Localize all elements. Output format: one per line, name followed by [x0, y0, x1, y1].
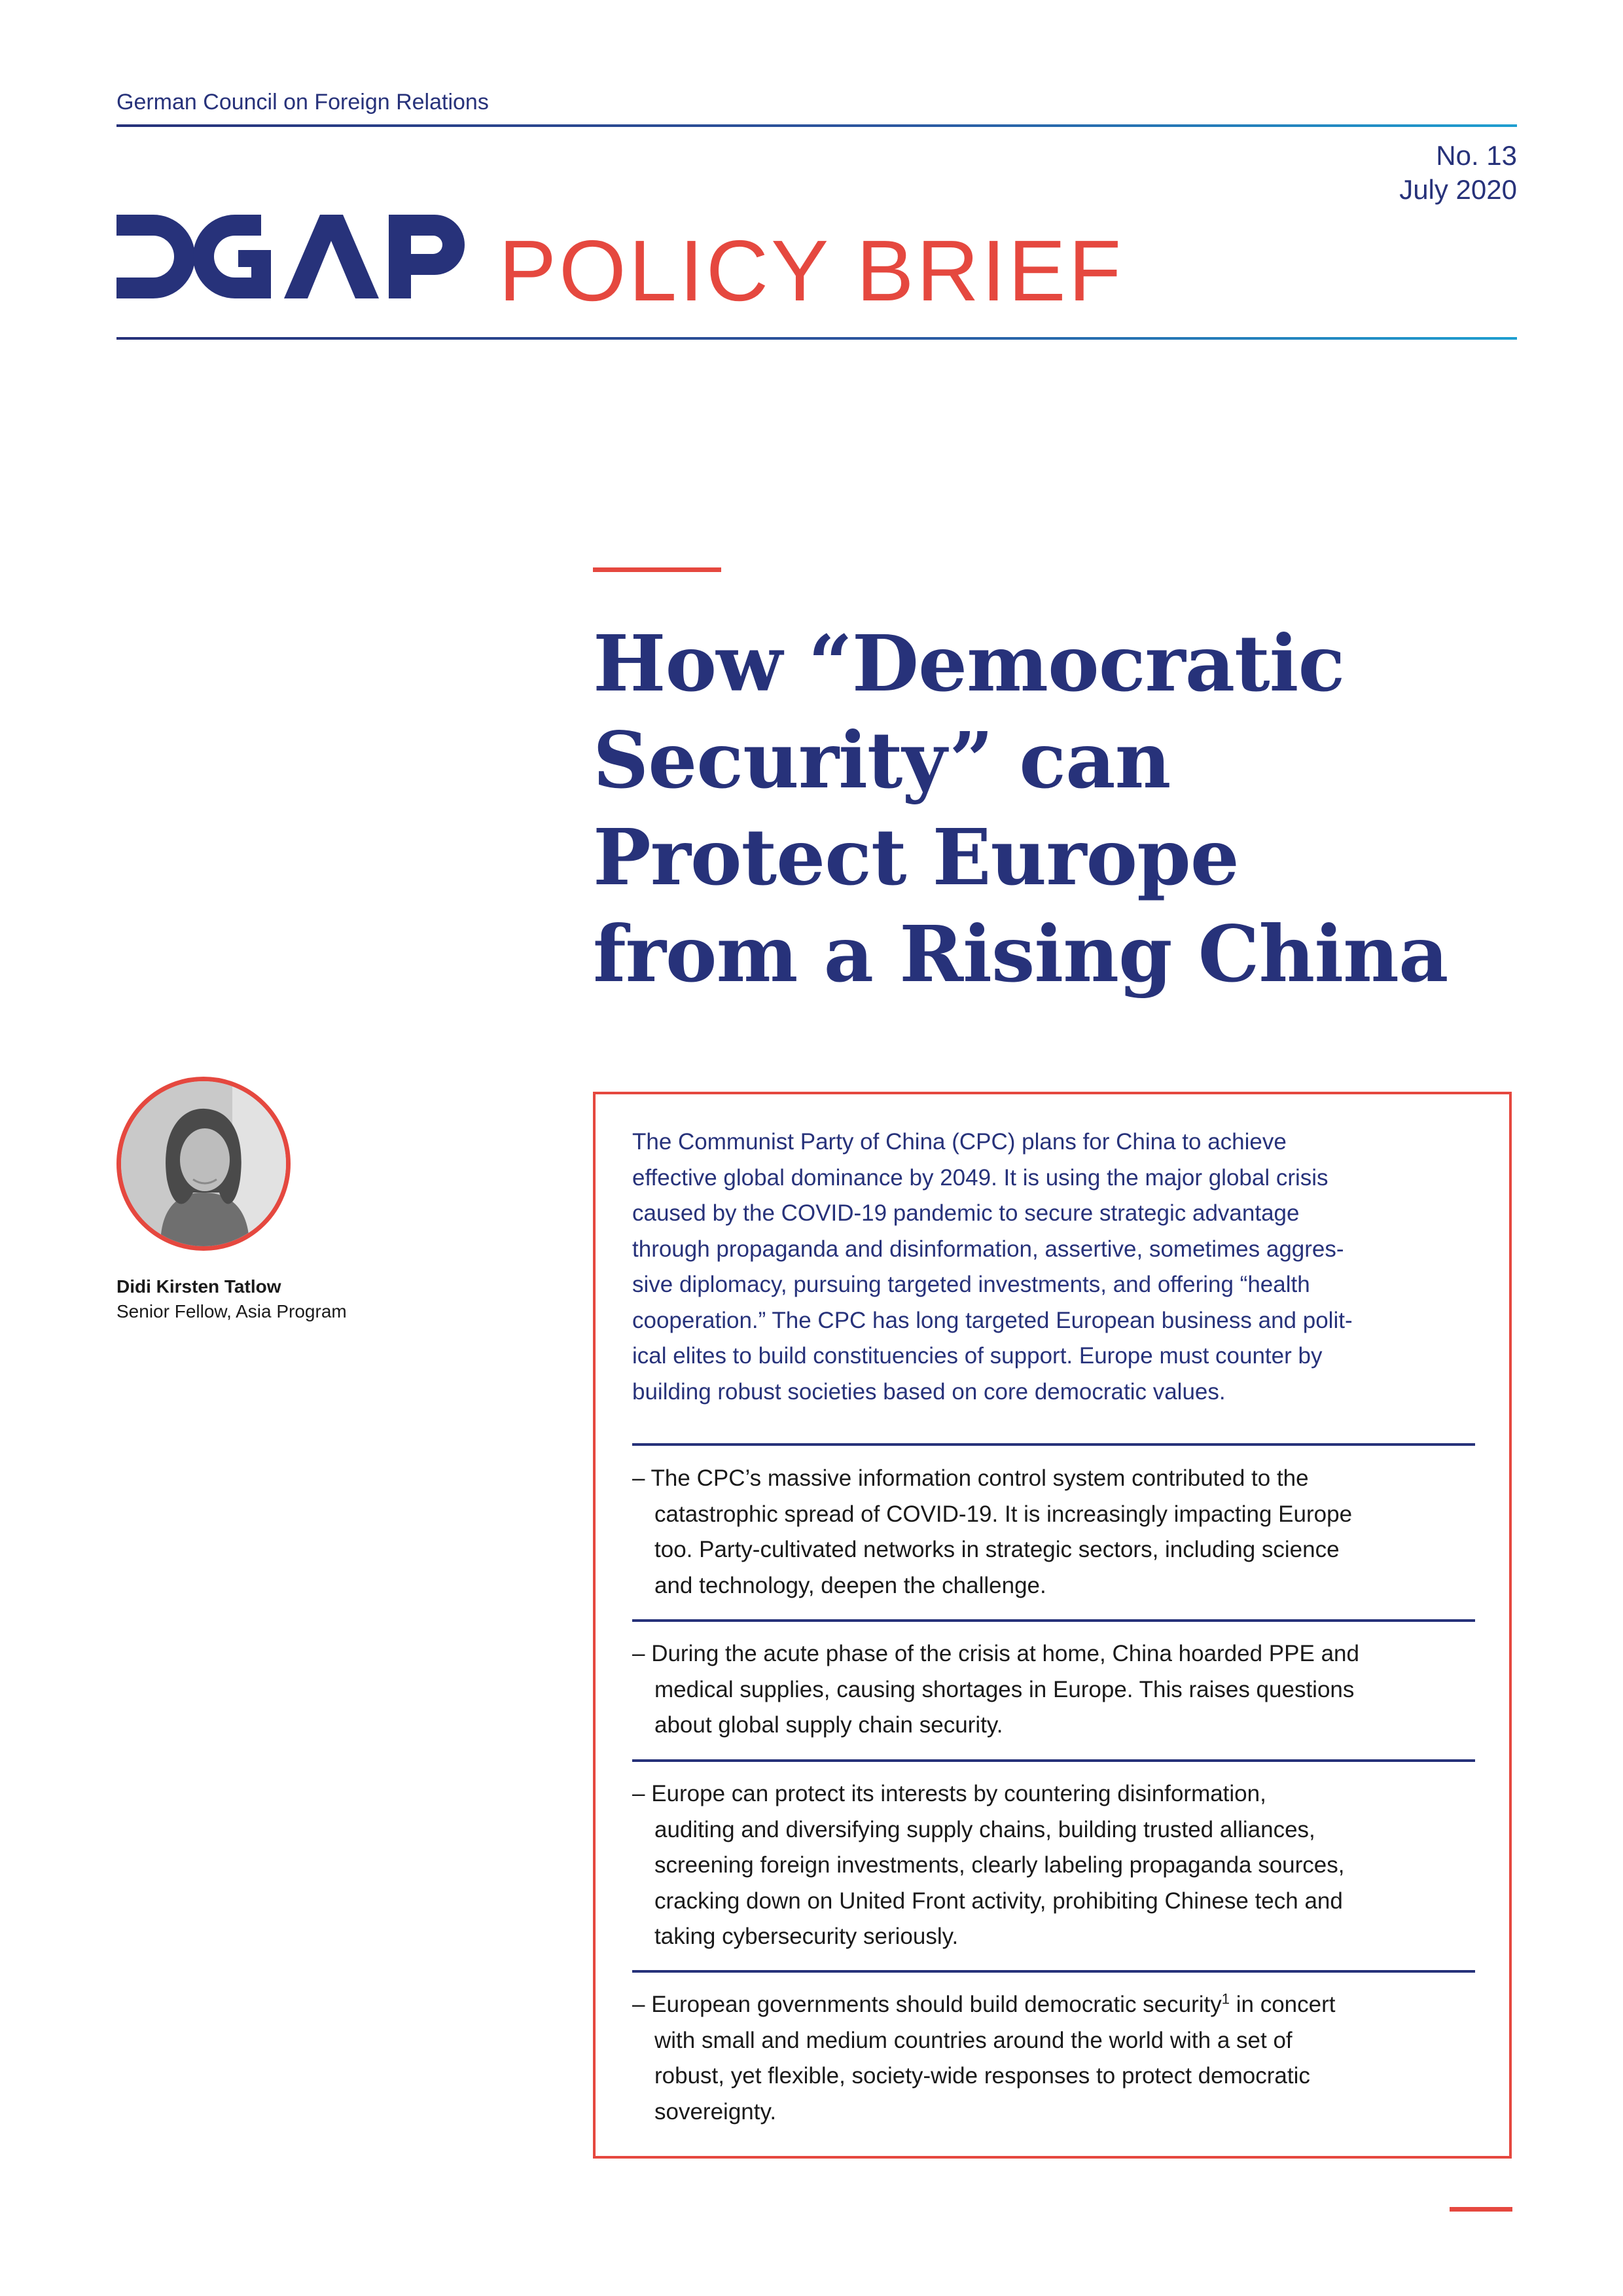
bullet-line: auditing and diversifying supply chains, building trusted alliances, [654, 1816, 1315, 1842]
title-line: How “Democratic [593, 618, 1345, 709]
title-line: Protect Europe [593, 812, 1239, 903]
bullet-line: robust, yet flexible, society-wide responses to protect democratic [654, 2063, 1310, 2089]
issue-info [1399, 139, 1517, 207]
abstract [632, 1124, 1483, 1410]
bullet-line: cracking down on United Front activity, prohibiting Chinese tech and [654, 1888, 1343, 1914]
bullet-line: and technology, deepen the challenge. [654, 1572, 1046, 1598]
abstract-line: sive diplomacy, pursuing targeted investments, and offering “health [632, 1272, 1310, 1297]
bullet-line [632, 1987, 1483, 2023]
bullet-line: screening foreign investments, clearly labeling propaganda sources, [654, 1852, 1345, 1878]
bullet-line: too. Party-cultivated networks in strategic sectors, including science [654, 1537, 1340, 1562]
bullet-item [632, 1776, 1483, 1955]
title-line: from a Rising China [593, 908, 1448, 999]
author-name: Didi Kirsten Tatlow [116, 1276, 281, 1297]
page-marker [1450, 2207, 1512, 2212]
abstract-line: through propaganda and disinformation, assertive, sometimes aggres- [632, 1236, 1344, 1262]
bullet-text: in concert [1230, 1992, 1336, 2017]
bullet-item [632, 1987, 1483, 2130]
header-bottom-rule [116, 337, 1517, 340]
bullet-line: taking cybersecurity seriously. [654, 1924, 959, 1949]
title-accent-bar [593, 567, 721, 572]
bullet-item [632, 1461, 1483, 1604]
org-name: German Council on Foreign Relations [116, 90, 489, 115]
abstract-line: building robust societies based on core democratic values. [632, 1378, 1226, 1405]
footnote-ref[interactable]: 1 [1221, 1990, 1230, 2007]
issue-number: No. 13 [1436, 140, 1517, 171]
abstract-line: effective global dominance by 2049. It is using the major global crisis [632, 1164, 1329, 1191]
portrait-image [121, 1081, 286, 1246]
document-title [593, 615, 1509, 1003]
bullet-line: catastrophic spread of COVID-19. It is increasingly impacting Europe [654, 1501, 1353, 1527]
bullet-line: sovereignty. [654, 2098, 777, 2125]
bullet-line: about global supply chain security. [654, 1712, 1003, 1738]
bullet-line: with small and medium countries around the world with a set of [654, 2027, 1293, 2053]
title-line: Security” can [593, 715, 1171, 806]
bullet-line: – During the acute phase of the crisis at home, China hoarded PPE and [632, 1641, 1359, 1666]
bullet-divider [632, 1759, 1475, 1762]
bullet-divider [632, 1443, 1475, 1446]
abstract-line: ical elites to build constituencies of support. Europe must counter by [632, 1343, 1323, 1369]
bullet-text: – European governments should build democratic security [632, 1992, 1222, 2017]
dgap-logo [114, 209, 480, 314]
bullet-item [632, 1636, 1483, 1744]
bullet-line: – The CPC’s massive information control system contributed to the [632, 1465, 1309, 1491]
bullet-line: – Europe can protect its interests by countering disinformation, [632, 1781, 1266, 1806]
issue-date: July 2020 [1399, 174, 1517, 205]
bullet-divider [632, 1619, 1475, 1622]
author-portrait [116, 1077, 291, 1251]
bullet-line: medical supplies, causing shortages in Europe. This raises questions [654, 1676, 1355, 1702]
abstract-line: cooperation.” The CPC has long targeted European business and polit- [632, 1307, 1353, 1333]
abstract-line: caused by the COVID-19 pandemic to secure strategic advantage [632, 1200, 1300, 1226]
series-label: POLICY BRIEF [499, 223, 1124, 319]
header-rule [116, 124, 1517, 127]
abstract-line: The Communist Party of China (CPC) plans for China to achieve [632, 1129, 1287, 1155]
bullet-divider [632, 1970, 1475, 1973]
author-role: Senior Fellow, Asia Program [116, 1301, 347, 1321]
